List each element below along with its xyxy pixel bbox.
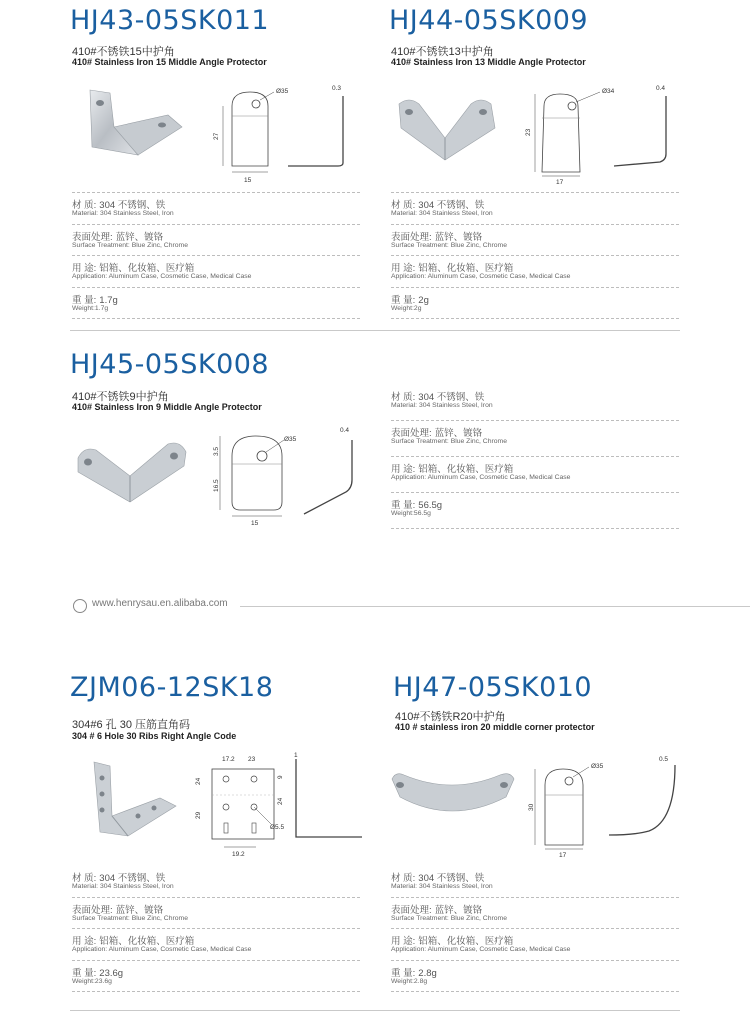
- spec-label: 材 质:: [391, 200, 416, 211]
- spec-value: 304 不锈钢、铁: [418, 392, 485, 403]
- spec-label: 重 量:: [391, 500, 416, 511]
- product-name-en: 304 # 6 Hole 30 Ribs Right Angle Code: [72, 731, 237, 741]
- dim-height: 16.5: [213, 479, 220, 492]
- spec-label: 重 量:: [72, 967, 97, 979]
- section-divider: [70, 330, 680, 331]
- spec-label: 表面处理:: [391, 904, 432, 916]
- spec-table: [391, 866, 679, 992]
- spec-sub: Weight:23.6g: [72, 977, 112, 985]
- spec-row-weight: [391, 961, 679, 993]
- spec-sub: Weight:1.7g: [72, 304, 109, 312]
- spec-table: [391, 192, 679, 319]
- spec-sub: Application: Aluminum Case, Cosmetic Case, Medical Case: [391, 273, 571, 280]
- technical-drawing: [208, 428, 368, 528]
- spec-sub: Material: 304 Stainless Steel, Iron: [391, 402, 493, 409]
- dim-hole: Ø5.5: [270, 824, 285, 831]
- spec-label: 表面处理:: [391, 428, 432, 439]
- spec-sub: Surface Treatment: Blue Zinc, Chrome: [72, 241, 188, 249]
- spec-value: 1.7g: [99, 294, 118, 306]
- website-link[interactable]: www.henrysau.en.alibaba.com: [92, 598, 228, 609]
- dim-h4: 24: [277, 797, 284, 805]
- spec-label: 表面处理:: [72, 231, 113, 243]
- dim-h1: 24: [195, 777, 202, 785]
- spec-row-surface: [391, 225, 679, 257]
- dim-width: 15: [251, 520, 259, 527]
- bottom-divider: [70, 1010, 680, 1011]
- spec-value: 304 不锈钢、铁: [99, 873, 166, 884]
- technical-drawing: [525, 85, 680, 186]
- product-photo: [74, 436, 194, 516]
- spec-row-application: [72, 929, 360, 961]
- spec-row-weight: [391, 493, 679, 529]
- product-photo: [88, 758, 178, 868]
- spec-row-weight: [72, 961, 360, 993]
- dim-bottom: 19.2: [232, 851, 245, 858]
- spec-sub: Weight:2g: [391, 304, 422, 312]
- spec-row-weight: [391, 288, 679, 320]
- dim-thickness: 0.5: [659, 756, 669, 763]
- spec-value: 2.8g: [418, 967, 437, 979]
- spec-sub: Application: Aluminum Case, Cosmetic Case, Medical Case: [72, 946, 252, 953]
- dim-hole: Ø35: [591, 763, 604, 770]
- spec-row-surface: [72, 898, 360, 930]
- spec-row-material: [391, 193, 679, 225]
- dim-h3: 9: [277, 775, 284, 779]
- dim-width: 15: [244, 177, 252, 184]
- product-code: HJ45-05SK008: [70, 349, 270, 380]
- technical-drawing: [190, 752, 365, 860]
- product-name-en: 410# Stainless Iron 9 Middle Angle Protector: [72, 402, 262, 412]
- dim-h2: 29: [195, 811, 202, 819]
- spec-value: 56.5g: [418, 500, 443, 511]
- spec-value: 蓝锌、镀铬: [115, 904, 164, 916]
- spec-row-surface: [391, 898, 679, 930]
- dim-thickness: 0.4: [656, 85, 666, 92]
- website-divider: [240, 606, 750, 607]
- spec-sub: Surface Treatment: Blue Zinc, Chrome: [72, 914, 188, 922]
- spec-sub: Material: 304 Stainless Steel, Iron: [391, 210, 493, 217]
- spec-row-material: [72, 866, 360, 898]
- product-photo: [388, 765, 518, 845]
- spec-value: 铝箱、化妆箱、医疗箱: [418, 464, 514, 475]
- spec-sub: Weight:2.8g: [391, 977, 428, 985]
- spec-value: 304 不锈钢、铁: [418, 200, 485, 211]
- dim-hole: Ø34: [602, 88, 615, 95]
- spec-value: 铝箱、化妆箱、医疗箱: [99, 263, 195, 274]
- dim-thickness: 0.4: [340, 427, 350, 434]
- spec-sub: Material: 304 Stainless Steel, Iron: [72, 883, 174, 890]
- spec-sub: Application: Aluminum Case, Cosmetic Case, Medical Case: [391, 474, 571, 481]
- product-name-cn: 410#不锈铁R20中护角: [395, 711, 506, 723]
- dim-thickness: 1: [294, 752, 298, 759]
- product-code: HJ47-05SK010: [393, 672, 593, 703]
- spec-sub: Application: Aluminum Case, Cosmetic Case, Medical Case: [391, 946, 571, 953]
- dim-width: 17: [556, 179, 564, 186]
- dim-hole: Ø35: [276, 88, 289, 95]
- spec-value: 蓝锌、镀铬: [434, 231, 483, 243]
- spec-label: 材 质:: [72, 200, 97, 211]
- spec-value: 304 不锈钢、铁: [418, 873, 485, 884]
- spec-value: 304 不锈钢、铁: [99, 200, 166, 211]
- spec-value: 23.6g: [99, 967, 124, 979]
- spec-label: 用 途:: [72, 263, 97, 274]
- dim-hole: Ø35: [284, 436, 297, 443]
- spec-sub: Surface Treatment: Blue Zinc, Chrome: [391, 438, 507, 445]
- spec-row-weight: [72, 288, 360, 320]
- spec-value: 铝箱、化妆箱、医疗箱: [99, 936, 195, 947]
- dim-w1: 17.2: [222, 756, 235, 763]
- dim-w2: 23: [248, 756, 256, 763]
- technical-drawing: [525, 755, 690, 860]
- spec-row-application: [391, 457, 679, 493]
- spec-row-surface: [72, 225, 360, 257]
- product-name-en: 410# Stainless Iron 13 Middle Angle Protector: [391, 57, 586, 67]
- technical-drawing: [213, 85, 358, 188]
- product-photo: [395, 92, 505, 172]
- product-name-en: 410 # stainless iron 20 middle corner protector: [395, 722, 595, 732]
- spec-value: 蓝锌、镀铬: [434, 904, 483, 916]
- product-code: HJ44-05SK009: [389, 5, 589, 36]
- spec-sub: Surface Treatment: Blue Zinc, Chrome: [391, 914, 507, 922]
- spec-label: 用 途:: [391, 936, 416, 947]
- dim-height: 30: [528, 803, 535, 811]
- product-name-cn: 304#6 孔 30 压筋直角码: [72, 719, 190, 731]
- spec-row-application: [391, 929, 679, 961]
- spec-value: 铝箱、化妆箱、医疗箱: [418, 263, 514, 274]
- spec-sub: Application: Aluminum Case, Cosmetic Case, Medical Case: [72, 273, 252, 280]
- dim-thickness: 0.3: [332, 85, 342, 92]
- spec-row-material: [391, 385, 679, 421]
- spec-row-material: [72, 193, 360, 225]
- spec-label: 用 途:: [391, 464, 416, 475]
- spec-label: 材 质:: [72, 873, 97, 884]
- spec-row-material: [391, 866, 679, 898]
- dim-width: 17: [559, 852, 567, 859]
- spec-label: 重 量:: [391, 967, 416, 979]
- globe-icon: [73, 599, 87, 613]
- product-name-en: 410# Stainless Iron 15 Middle Angle Protector: [72, 57, 267, 67]
- spec-value: 蓝锌、镀铬: [434, 428, 483, 439]
- dim-height: 23: [525, 128, 532, 136]
- spec-label: 材 质:: [391, 873, 416, 884]
- spec-value: 2g: [418, 294, 429, 306]
- product-code: ZJM06-12SK18: [70, 672, 274, 703]
- spec-table: [72, 192, 360, 319]
- spec-sub: Material: 304 Stainless Steel, Iron: [391, 883, 493, 890]
- product-code: HJ43-05SK011: [70, 5, 270, 36]
- spec-label: 重 量:: [72, 294, 97, 306]
- spec-value: 铝箱、化妆箱、医疗箱: [418, 936, 514, 947]
- spec-row-application: [72, 256, 360, 288]
- spec-row-surface: [391, 421, 679, 457]
- spec-value: 蓝锌、镀铬: [115, 231, 164, 243]
- spec-label: 用 途:: [72, 936, 97, 947]
- spec-label: 用 途:: [391, 263, 416, 274]
- spec-sub: Weight:56.5g: [391, 510, 431, 517]
- product-name-cn: 410#不锈铁13中护角: [391, 46, 494, 58]
- dim-height-top: 3.5: [213, 446, 220, 456]
- dim-height: 27: [213, 132, 220, 140]
- spec-table: [391, 385, 679, 529]
- spec-table: [72, 866, 360, 992]
- spec-label: 材 质:: [391, 392, 416, 403]
- spec-label: 重 量:: [391, 294, 416, 306]
- spec-label: 表面处理:: [391, 231, 432, 243]
- spec-row-application: [391, 256, 679, 288]
- spec-label: 表面处理:: [72, 904, 113, 916]
- product-name-cn: 410#不锈铁9中护角: [72, 391, 169, 403]
- product-photo: [80, 85, 190, 180]
- spec-sub: Surface Treatment: Blue Zinc, Chrome: [391, 241, 507, 249]
- spec-sub: Material: 304 Stainless Steel, Iron: [72, 210, 174, 217]
- product-name-cn: 410#不锈铁15中护角: [72, 46, 175, 58]
